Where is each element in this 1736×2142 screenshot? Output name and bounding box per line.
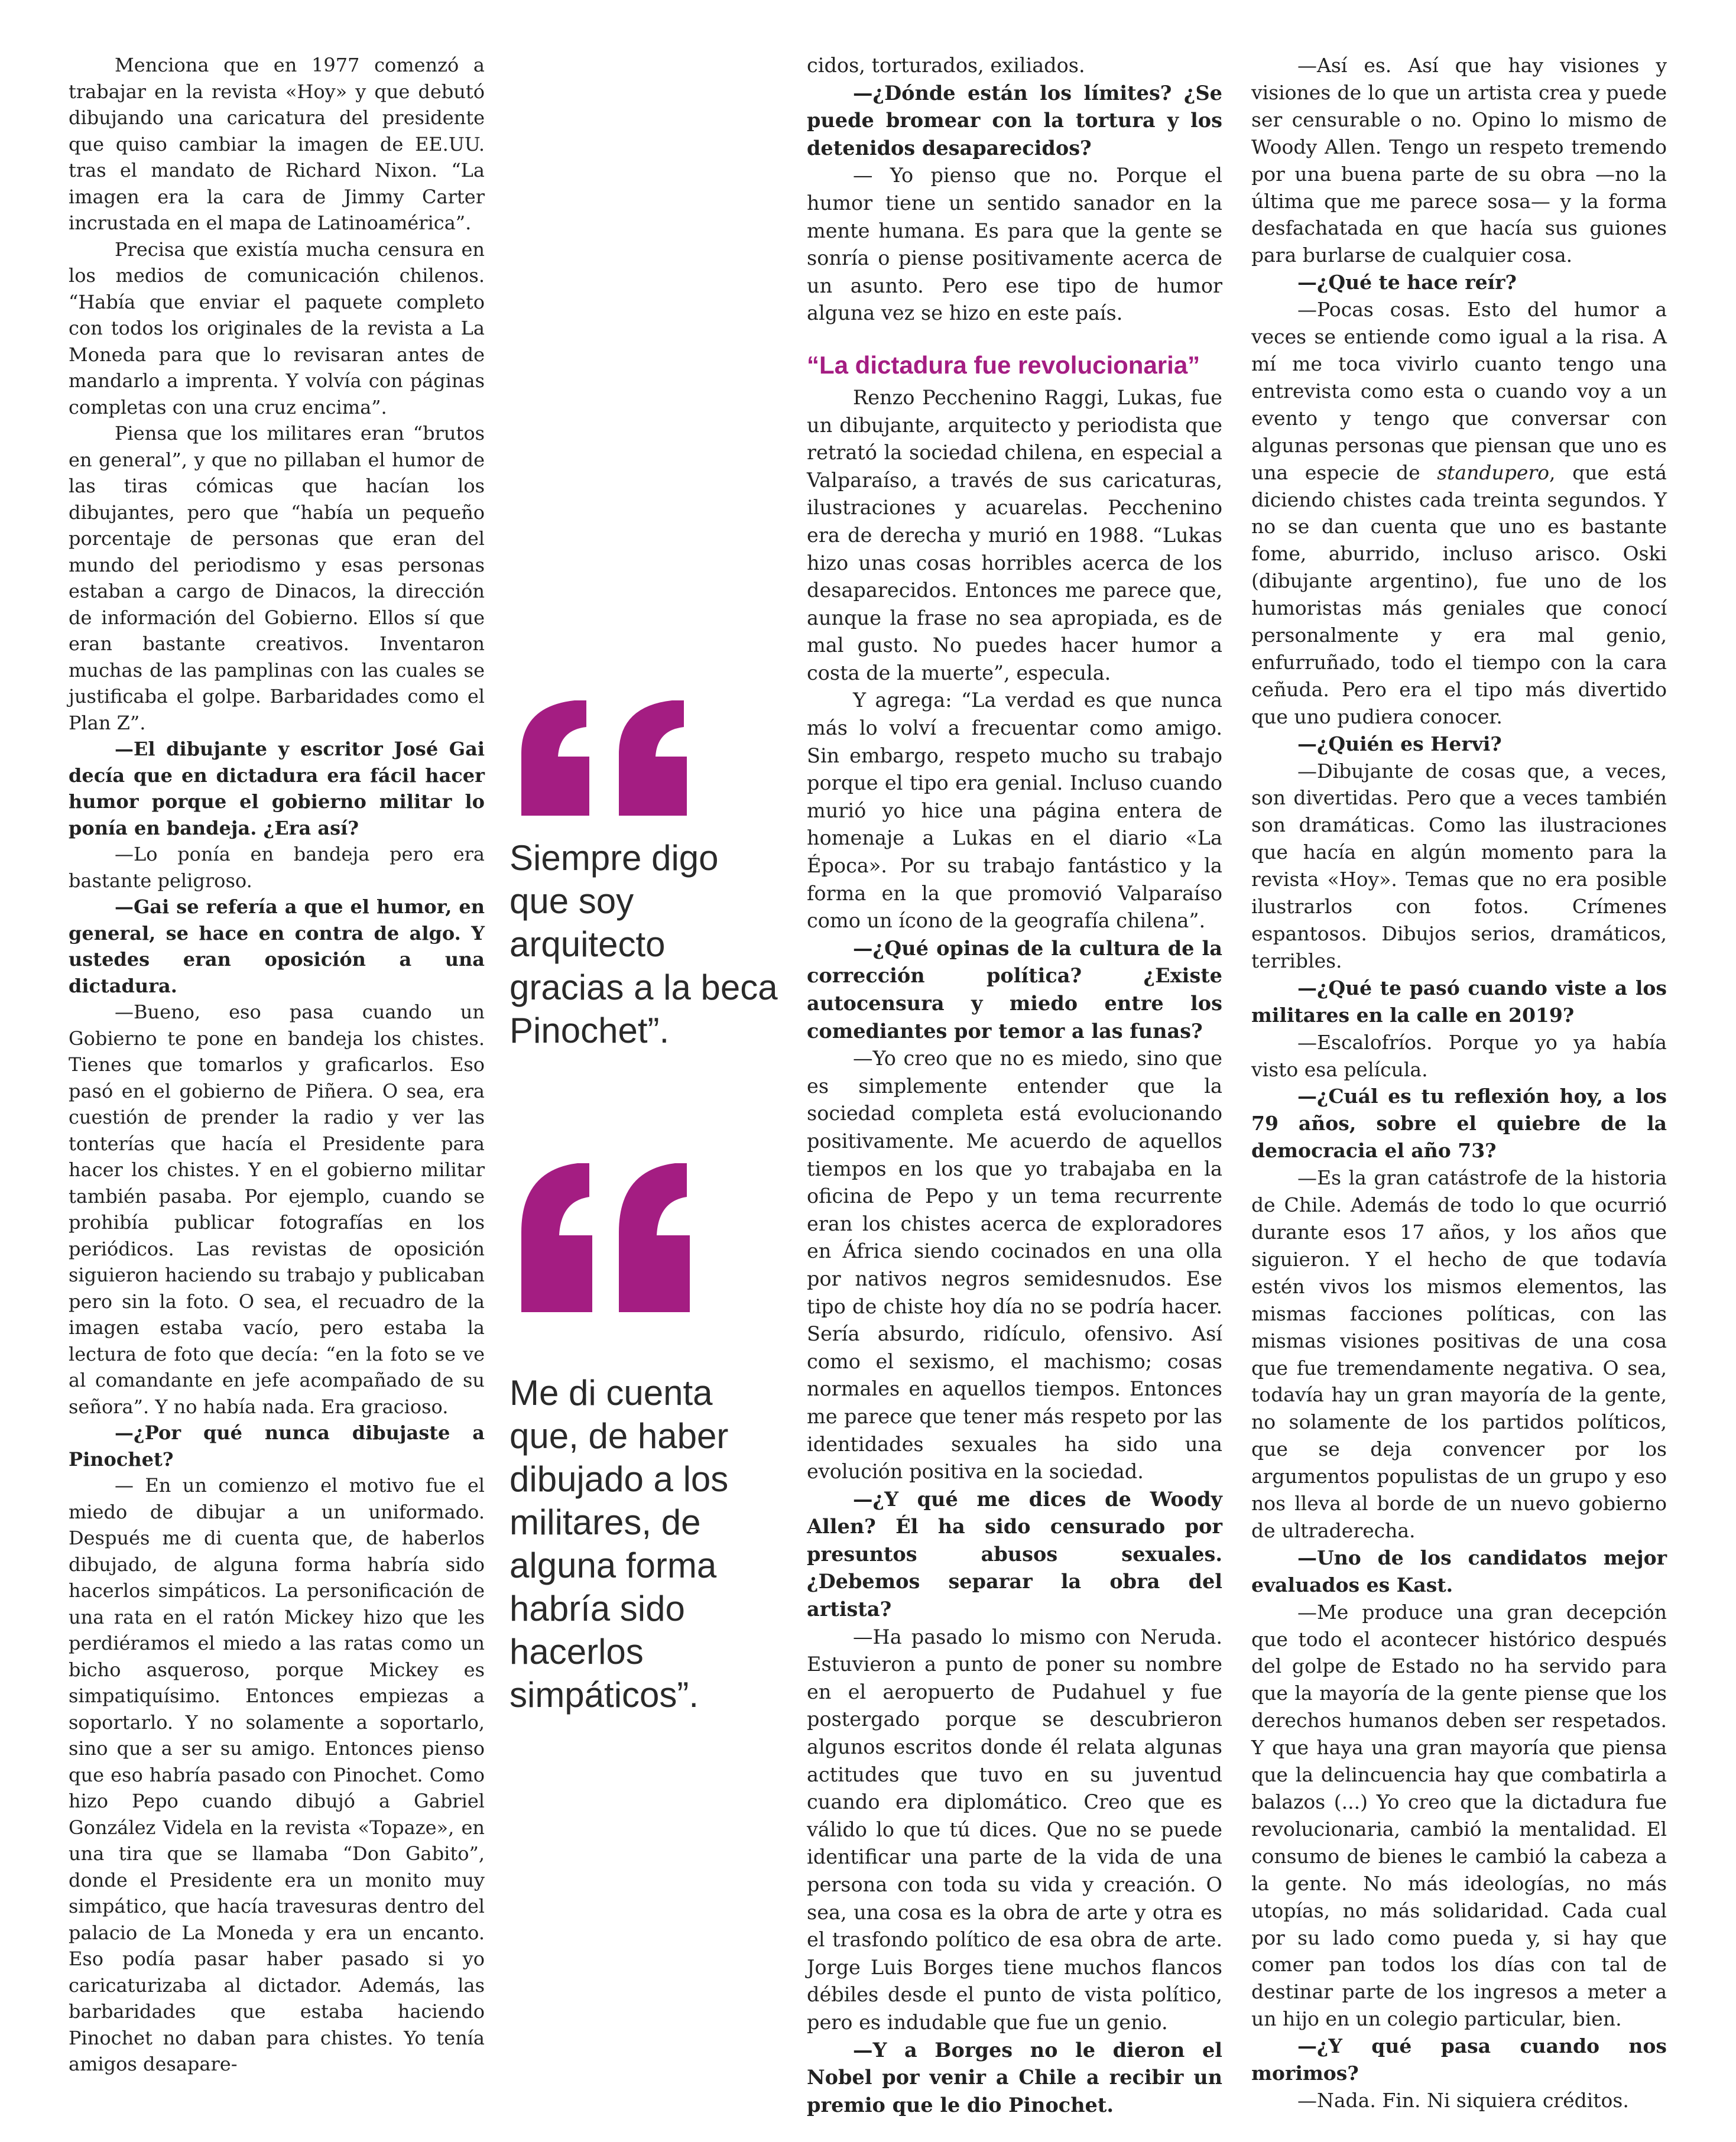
interview-question: —Uno de los candidatos mejor evaluados es Kast.: [1251, 1546, 1667, 1596]
article-paragraph: —Así es. Así que hay visiones y visiones de lo que un artista crea y puede ser censurable o no. Opino lo mismo de Woody Allen. Tengo un respeto tremendo por una buena parte de su obra —no la última que me parece sosa— y la forma desfachatada en que hacía sus guiones para burlarse de cualquier cosa.: [1251, 54, 1667, 267]
interview-question: —¿Quién es Hervi?: [1297, 732, 1502, 755]
article-column-3: [1251, 52, 1667, 2114]
interview-question: —¿Qué te pasó cuando viste a los militares en la calle en 2019?: [1251, 976, 1667, 1027]
article-paragraph: Menciona que en 1977 comenzó a trabajar en la revista «Hoy» y que debutó dibujando una caricatura del presidente que quiso cambiar la imagen de EE.UU. tras el mandato de Richard Nixon. “La imagen era la cara de Jimmy Carter incrustada en el mapa de Latinoamérica”.: [69, 54, 485, 234]
interview-question: —¿Por qué nunca dibujaste a Pinochet?: [69, 1421, 485, 1471]
italic-word: standupero: [1437, 460, 1550, 484]
interview-question: —¿Y qué pasa cuando nos morimos?: [1251, 2034, 1667, 2085]
section-subhead: “La dictadura fue revolucionaria”: [807, 350, 1200, 379]
interview-question: —¿Cuál es tu reflexión hoy, a los 79 años, sobre el quiebre de la democracia el año 73?: [1251, 1085, 1667, 1163]
interview-question: —¿Qué opinas de la cultura de la corrección política? ¿Existe autocensura y miedo entre los comediantes por temor a las funas?: [807, 936, 1222, 1043]
article-paragraph: —Es la gran catástrofe de la historia de Chile. Además de todo lo que ocurrió durante esos 17 años, y los años que siguieron. Y el hecho de que todavía estén vivos los mismos elementos, las mismas facciones políticas, con las mismas visiones positivas de una cosa que fue tremendamente negativa. O sea, todavía hay un gran mayoría de la gente, no solamente de los partidos políticos, que se deja convencer por los argumentos populistas de un grupo y eso nos lleva al borde de un nuevo gobierno de ultraderecha.: [1251, 1166, 1667, 1542]
pull-quote-text: Siempre digo que soy arquitecto gracias a la beca Pinochet”.: [510, 838, 778, 1050]
article-paragraph: — En un comienzo el motivo fue el miedo de dibujar a un uniformado. Después me di cuenta que, de haberlos dibujado, de alguna forma habría sido hacerlos simpáticos. La personificación de una rata en el ratón Mickey hizo que les perdiéramos el miedo a las ratas como un bicho asqueroso, porque Mickey es simpatiquísimo. Entonces empiezas a soportarlo. Y no solamente a soportarlo, sino que a ser su amigo. Entonces pienso que eso habría pasado con Pinochet. Como hizo Pepo cuando dibujó a Gabriel González Videla en la revista «Topaze», en una tira que se llamaba “Don Gabito”, donde el Presidente era un monito muy simpático, que hacía travesuras dentro del palacio de La Moneda y era un encanto. Eso podía pasar haber pasado si yo caricaturizaba al dictador. Además, las barbaridades que estaba haciendo Pinochet no daban para chistes. Yo tenía amigos desapare-: [69, 1474, 485, 2075]
article-paragraph: Precisa que existía mucha censura en los medios de comunicación chilenos. “Había que enviar el paquete completo con todos los originales de la revista a La Moneda para que lo revisaran antes de mandarlo a imprenta. Y volvía con páginas completas con una cruz encima”.: [69, 238, 485, 418]
pull-quote-2: [510, 1158, 787, 1716]
article-paragraph: —Me produce una gran decepción que todo el acontecer histórico después del golpe de Estado no ha servido para que la mayoría de la gente piense que los derechos humanos deben ser respetados. Y que haya una gran mayoría que piensa que la delincuencia hay que combatirla a balazos (...) Yo creo que la dictadura fue revolucionaria, cambió la mentalidad. El consumo de bienes le cambió la cabeza a la gente. No más ideologías, no más utopías, no más solidaridad. Cada cual por su lado como pueda y, si hay que comer pan todos los días con tal de destinar parte de los ingresos a meter a un hijo en un colegio particular, bien.: [1251, 1600, 1667, 2031]
interview-question: —¿Qué te hace reír?: [1297, 271, 1517, 294]
article-paragraph: Renzo Pecchenino Raggi, Lukas, fue un dibujante, arquitecto y periodista que retrató la sociedad chilena, en especial a Valparaíso, a través de sus caricaturas, ilustraciones y acuarelas. Pecchenino era de derecha y murió en 1988. “Lukas hizo unas cosas horribles acerca de los desaparecidos. Entonces me parece que, aunque la frase no sea apropiada, es de mal gusto. No puedes hacer humor a costa de la muerte”, especula.: [807, 385, 1222, 684]
pull-quote-text: Me di cuenta que, de haber dibujado a los militares, de alguna forma habría sido hacerlos simpáticos”.: [510, 1373, 729, 1715]
article-paragraph: Y agrega: “La verdad es que nunca más lo volví a frecuentar como amigo. Sin embargo, respeto mucho su trabajo porque el tipo era genial. Incluso cuando murió yo hice una página entera de homenaje a Lukas en el diario «La Época». Por su trabajo fantástico y la forma en la que promovió Valparaíso como un ícono de la geografía chilena”.: [807, 689, 1222, 933]
article-paragraph: —Yo creo que no es miedo, sino que es simplemente entender que la sociedad completa está evolucionando positivamente. Me acuerdo de aquellos tiempos en los que yo trabajaba en la oficina de Pepo y un tema recurrente eran los chistes acerca de exploradores en África siendo cocinados en una olla por nativos negros semidesnudos. Ese tipo de chiste hoy día no se podría hacer. Sería absurdo, ridículo, ofensivo. Así como el sexismo, el machismo; cosas normales en aquellos tiempos. Entonces me parece que tener más respeto por las identidades sexuales ha sido una evolución positiva en la sociedad.: [807, 1047, 1222, 1484]
article-paragraph: —Nada. Fin. Ni siquiera créditos.: [1297, 2088, 1629, 2112]
interview-question: —Gai se refería a que el humor, en general, se hace en contra de algo. Y ustedes eran oposición a una dictadura.: [69, 895, 485, 997]
interview-question: —El dibujante y escritor José Gai decía que en dictadura era fácil hacer humor porque el gobierno militar lo ponía en bandeja. ¿Era así?: [69, 738, 485, 839]
interview-question: —Y a Borges no le dieron el Nobel por venir a Chile a recibir un premio que le dio Pinochet.: [807, 2038, 1222, 2117]
article-paragraph: Piensa que los militares eran “brutos en general”, y que no pillaban el humor de las tiras cómicas que hacían los dibujantes, pero que “había un pequeño porcentaje de personas que eran del mundo del periodismo y esas personas estaban a cargo de Dinacos, la dirección de información del Gobierno. Ellos sí que eran bastante creativos. Inventaron muchas de las pamplinas con las cuales se justificaba el golpe. Barbaridades como el Plan Z”.: [69, 422, 485, 734]
article-paragraph: —Pocas cosas. Esto del humor a veces se entiende como igual a la risa. A mí me toca vivirlo cuanto tengo una entrevista como esta o cuando voy a un evento y tengo que conversar con algunas personas que piensan que uno es una especie de standupero, que está diciendo chistes cada treinta segundos. Y no se dan cuenta que uno es bastante fome, aburrido, incluso arisco. Oski (dibujante argentino), fue uno de los humoristas más geniales que conocí personalmente y era mal genio, enfurruñado, todo el tiempo con la cara ceñuda. Pero era el tipo más divertido que uno pudiera conocer.: [1251, 298, 1667, 728]
interview-question: —¿Y qué me dices de Woody Allen? Él ha sido censurado por presuntos abusos sexuales. ¿Debemos separar la obra del artista?: [807, 1487, 1222, 1621]
pull-quote-1: [510, 697, 787, 1052]
column-2-bottom: [807, 384, 1222, 2119]
article-paragraph: —Bueno, eso pasa cuando un Gobierno te pone en bandeja los chistes. Tienes que tomarlos y graficarlos. Eso pasó en el gobierno de Piñera. O sea, era cuestión de prender la radio y ver las tonterías que hacía el Presidente para hacer los chistes. Y en el gobierno militar también pasaba. Por ejemplo, cuando se prohibía publicar fotografías en los periódicos. Las revistas de oposición siguieron haciendo su trabajo y publicaban pero sin la foto. O sea, el recuadro de la imagen estaba vacío, pero estaba la lectura de foto que decía: “en la foto se ve al comandante en jefe acompañado de su señora”. Y no había nada. Era gracioso.: [69, 1001, 485, 1418]
quote-mark-icon: [510, 1158, 710, 1318]
interview-question: —¿Dónde están los límites? ¿Se puede bromear con la tortura y los detenidos desaparecidos?: [807, 81, 1222, 160]
article-paragraph: —Lo ponía en bandeja pero era bastante peligroso.: [69, 843, 485, 892]
article-paragraph: cidos, torturados, exiliados.: [807, 54, 1085, 77]
article-paragraph: —Escalofríos. Porque yo ya había visto esa película.: [1251, 1030, 1667, 1081]
quote-mark-icon: [510, 697, 710, 822]
article-paragraph: — Yo pienso que no. Porque el humor tiene un sentido sanador en la mente humana. Es para que la gente se sonría o piense positivamente acerca de un asunto. Pero ese tipo de humor alguna vez se hizo en este país.: [807, 164, 1222, 325]
article-column-1: [69, 52, 485, 2078]
article-column-2: [807, 52, 1222, 2119]
column-2-top: [807, 52, 1222, 327]
article-paragraph: —Dibujante de cosas que, a veces, son divertidas. Pero que a veces también son dramáticas. Como las ilustraciones que hacía en algún momento para la revista «Hoy». Temas que no era posible ilustrarlos con fotos. Crímenes espantosos. Dibujos serios, dramáticos, terribles.: [1251, 759, 1667, 972]
article-paragraph: —Ha pasado lo mismo con Neruda. Estuvieron a punto de poner su nombre en el aeropuerto de Pudahuel y fue postergado porque se descubrieron algunos escritos donde él relata algunas actitudes que tuvo en su juventud cuando era diplomático. Creo que es válido lo que tú dices. Que no se puede identificar una parte de la vida de una persona con toda su vida y creación. O sea, una cosa es la obra de arte y otra es el trasfondo político de esa obra de arte. Jorge Luis Borges tiene muchos flancos débiles desde el punto de vista político, pero es indudable que fue un genio.: [807, 1625, 1222, 2034]
